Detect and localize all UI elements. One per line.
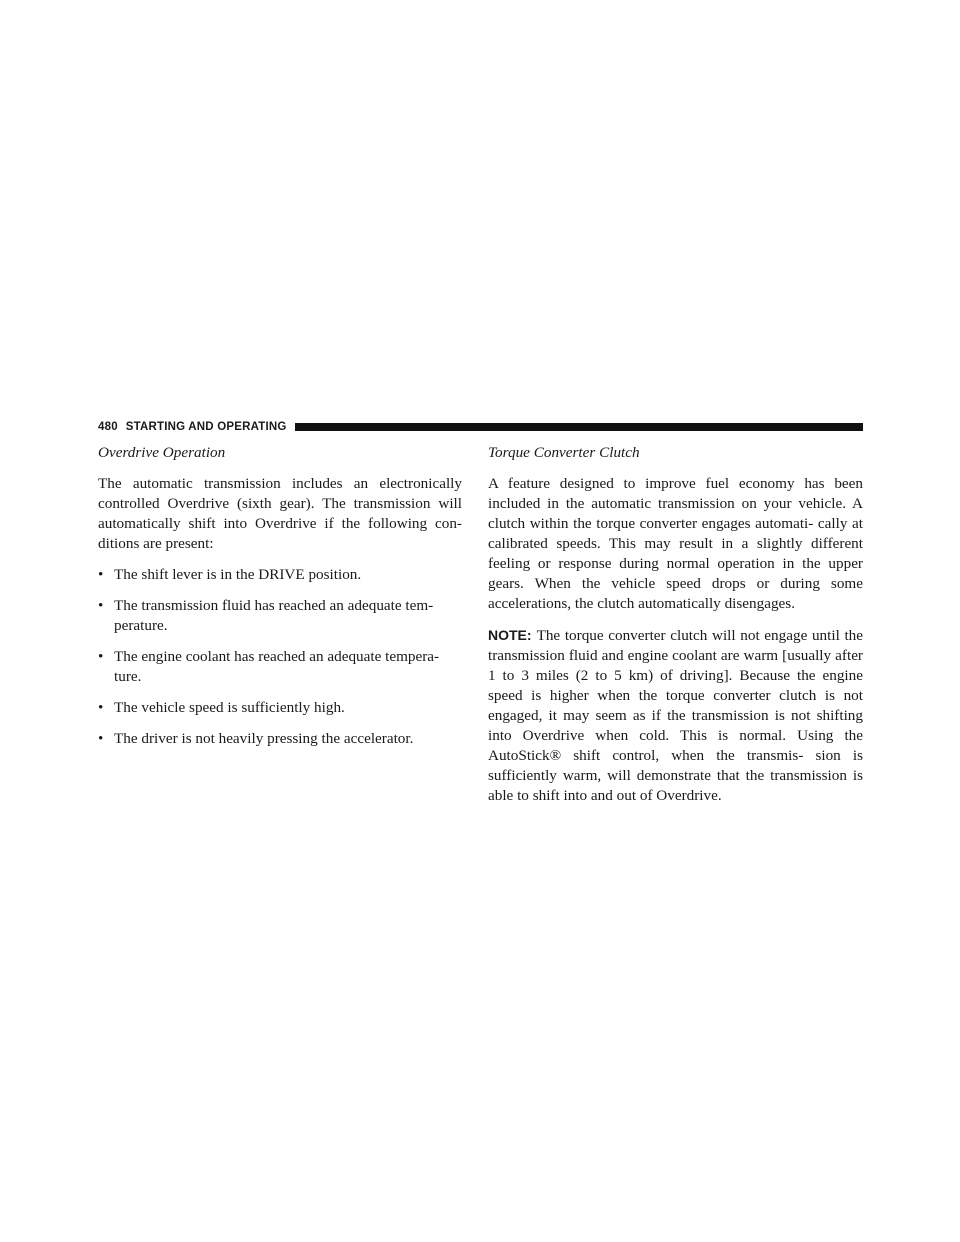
list-item	[98, 596, 462, 636]
note-paragraph	[488, 625, 863, 806]
torque-converter-paragraph: A feature designed to improve fuel economy has been included in the automatic transmission on your vehicle. A clutch within the torque converter engages automati- cally at calibrated speeds. This may result in a slightly different feeling or response during normal operation in the upper gears. When the vehicle speed drops or during some accelerations, the clutch automatically disengages.	[488, 475, 863, 612]
list-item-text: The engine coolant has reached an adequate tempera- ture.	[114, 648, 440, 685]
list-item	[98, 729, 462, 749]
list-item	[98, 647, 462, 687]
list-item-text: The vehicle speed is sufficiently high.	[114, 699, 345, 716]
list-item-text: The transmission fluid has reached an adequate tem- perature.	[114, 597, 434, 634]
left-column	[98, 443, 462, 760]
bullet-icon: •	[98, 566, 104, 583]
overdrive-intro: The automatic transmission includes an electronically controlled Overdrive (sixth gear). The transmission will automatically shift into Overdrive if the following con- ditions are present:	[98, 475, 462, 552]
bullet-icon: •	[98, 699, 104, 716]
list-item	[98, 565, 462, 585]
page-number: 480	[98, 421, 118, 433]
note-label: NOTE:	[488, 627, 532, 643]
right-column	[488, 443, 863, 817]
torque-converter-heading: Torque Converter Clutch	[488, 444, 640, 461]
bullet-icon: •	[98, 730, 104, 747]
list-item	[98, 698, 462, 718]
bullet-icon: •	[98, 597, 104, 614]
overdrive-conditions-list	[98, 565, 462, 749]
overdrive-heading: Overdrive Operation	[98, 444, 226, 461]
list-item-text: The driver is not heavily pressing the accelerator.	[114, 730, 414, 747]
page-header	[98, 420, 863, 434]
section-title: STARTING AND OPERATING	[125, 421, 287, 433]
note-text: The torque converter clutch will not engage until the transmission fluid and engine coolant are warm [usually after 1 to 3 miles (2 to 5 km) of driving]. Because the engine speed is higher when the torque converter clutch is not engaged, it may seem as if the transmission is not shifting into Overdrive when cold. This is normal. Using the AutoStick® shift control, when the transmis- sion is sufficiently warm, will demonstrate that the transmission is able to shift into and out of Overdrive.	[488, 627, 863, 804]
list-item-text: The shift lever is in the DRIVE position.	[114, 566, 362, 583]
header-rule	[295, 423, 863, 431]
bullet-icon: •	[98, 648, 104, 665]
